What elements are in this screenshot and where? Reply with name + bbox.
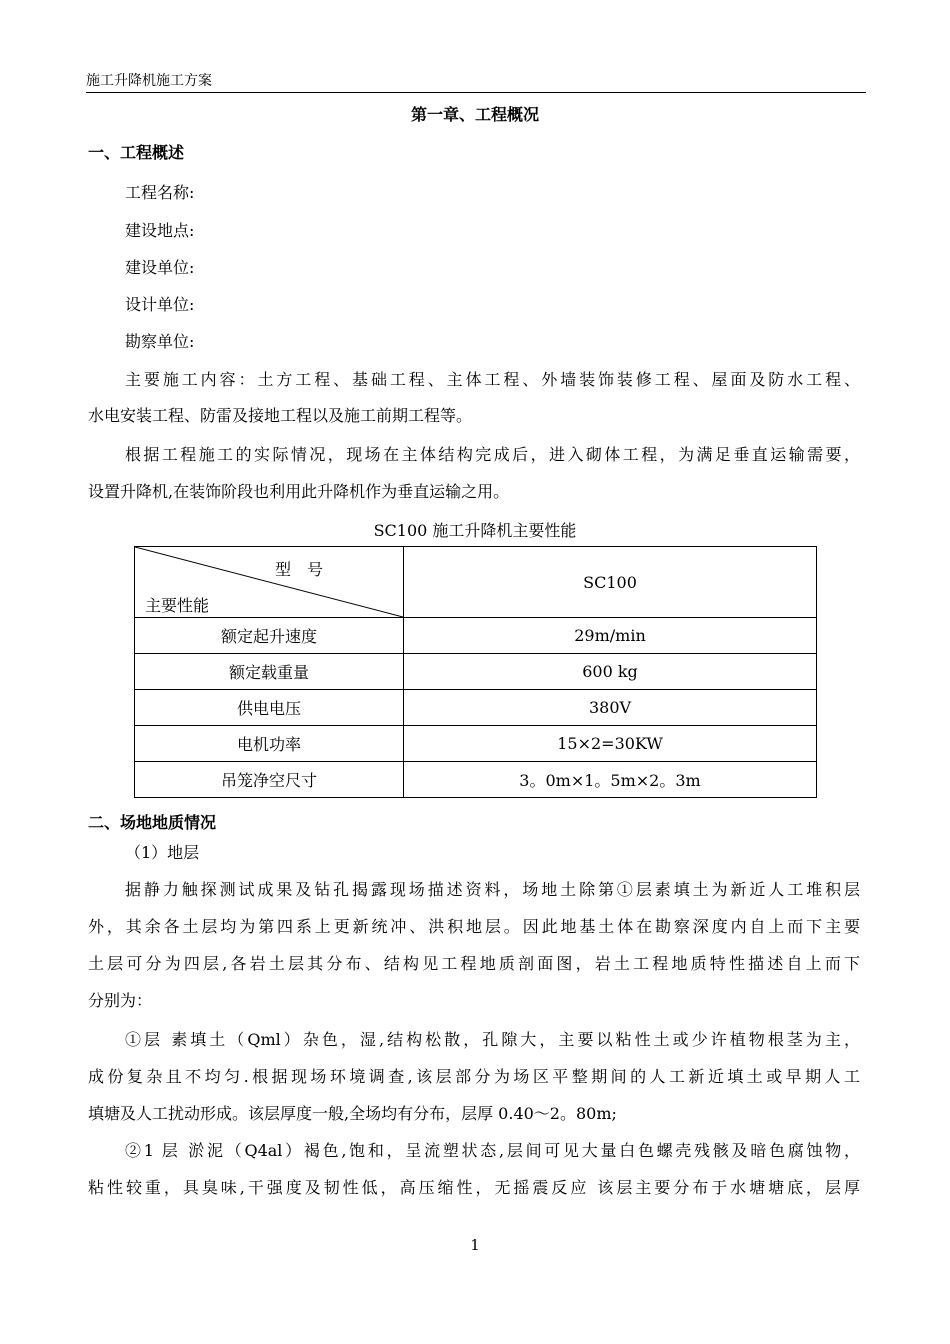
table-row <box>135 690 817 726</box>
row-label: 吊笼净空尺寸 <box>135 762 404 798</box>
row-label: 供电电压 <box>135 690 404 726</box>
section1-heading: 一、工程概述 <box>88 143 185 162</box>
para-line-2: 设置升降机,在装饰阶段也利用此升降机作为垂直运输之用。 <box>88 482 510 501</box>
row-label: 电机功率 <box>135 726 404 762</box>
content-line-2: 水电安装工程、防雷及接地工程以及施工前期工程等。 <box>88 406 473 425</box>
model-value: SC100 <box>404 547 817 618</box>
table-row <box>135 618 817 654</box>
field-designer: 设计单位: <box>125 295 195 314</box>
chapter-title: 第一章、工程概况 <box>410 105 539 124</box>
performance-label: 主要性能 <box>145 596 210 615</box>
p3-line-1: ②1 层 淤泥（Q4al）褐色,饱和，呈流塑状态,层间可见大量白色螺壳残骸及暗色腐蚀物， <box>125 1141 860 1160</box>
p1-line-2: 外，其余各土层均为第四系上更新统冲、洪积地层。因此地基土体在勘察深度内自上而下主要 <box>88 917 860 936</box>
p1-line-4: 分别为： <box>88 991 153 1010</box>
diagonal-header-cell <box>135 547 404 618</box>
table-caption: SC100 施工升降机主要性能 <box>373 521 577 540</box>
row-value: 3。0m×1。5m×2。3m <box>404 762 817 798</box>
p3-line-2: 粘性较重，具臭味,干强度及韧性低，高压缩性，无摇震反应 该层主要分布于水塘塘底，层厚 <box>88 1178 860 1197</box>
section2-heading: 二、场地地质情况 <box>88 813 217 832</box>
model-label: 型 号 <box>275 560 324 579</box>
p2-line-2: 成份复杂且不均匀.根据现场环境调查,该层部分为场区平整期间的人工新近填土或早期人工 <box>88 1067 860 1086</box>
spec-table <box>134 546 817 798</box>
row-value: 600 kg <box>404 654 817 690</box>
table-row <box>135 654 817 690</box>
field-location: 建设地点: <box>125 221 195 240</box>
field-builder: 建设单位: <box>125 258 195 277</box>
row-value: 29m/min <box>404 618 817 654</box>
p1-line-1: 据静力触探测试成果及钻孔揭露现场描述资料，场地土除第①层素填土为新近人工堆积层 <box>125 880 860 899</box>
header-title: 施工升降机施工方案 <box>86 73 212 89</box>
page-header <box>86 72 866 93</box>
row-value: 380V <box>404 690 817 726</box>
field-surveyor: 勘察单位: <box>125 332 195 351</box>
p2-line-3: 填塘及人工扰动形成。该层厚度一般,全场均有分布，层厚 0.40～2。80m; <box>88 1104 617 1123</box>
para-line-1: 根据工程施工的实际情况，现场在主体结构完成后，进入砌体工程，为满足垂直运输需要， <box>125 445 860 464</box>
p2-line-1: ①层 素填土（Qml）杂色，湿,结构松散，孔隙大，主要以粘性土或少许植物根茎为主， <box>125 1030 860 1049</box>
row-label: 额定起升速度 <box>135 618 404 654</box>
table-row <box>135 726 817 762</box>
page-number: 1 <box>470 1236 480 1254</box>
table-row <box>135 762 817 798</box>
table-header-row <box>135 547 817 618</box>
content-line-1: 主要施工内容：土方工程、基础工程、主体工程、外墙装饰装修工程、屋面及防水工程、 <box>125 370 860 389</box>
row-label: 额定载重量 <box>135 654 404 690</box>
row-value: 15×2=30KW <box>404 726 817 762</box>
p1-line-3: 土层可分为四层,各岩土层其分布、结构见工程地质剖面图，岩土工程地质特性描述自上而下 <box>88 954 860 973</box>
sub-heading-strata: （1）地层 <box>125 843 200 862</box>
field-project-name: 工程名称: <box>125 183 195 202</box>
